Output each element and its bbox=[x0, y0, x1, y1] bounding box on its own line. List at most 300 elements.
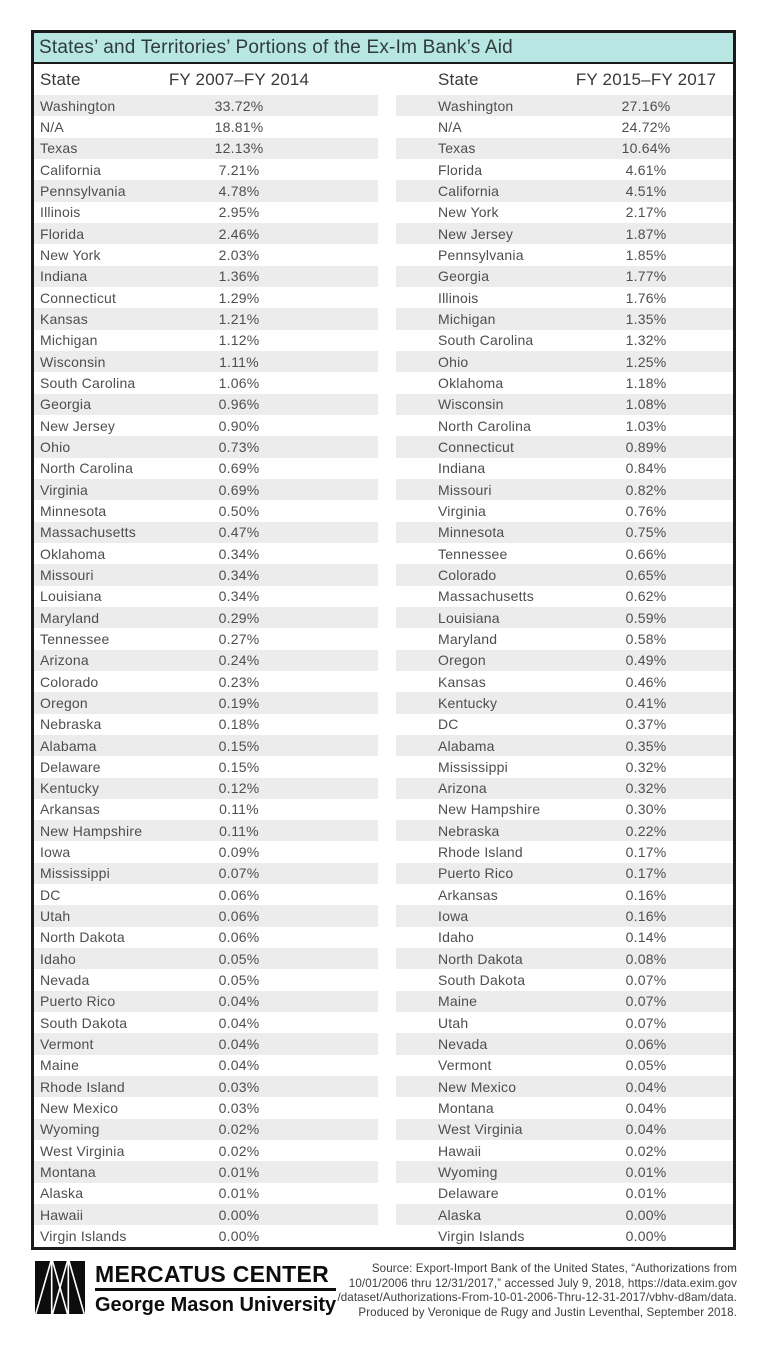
table-row bbox=[34, 180, 378, 201]
aid-table bbox=[31, 30, 736, 1250]
state-cell: Alabama bbox=[40, 737, 97, 754]
percent-cell: 0.01% bbox=[218, 1185, 260, 1202]
state-cell: Idaho bbox=[40, 950, 77, 967]
state-cell: Illinois bbox=[40, 204, 81, 221]
state-cell: Arizona bbox=[438, 780, 487, 797]
table-row bbox=[396, 714, 733, 735]
table-row bbox=[396, 223, 733, 244]
state-cell: Minnesota bbox=[438, 524, 505, 541]
source-line: Produced by Veronique de Rugy and Justin Leventhal, September 2018. bbox=[358, 1305, 737, 1319]
table-row bbox=[34, 927, 378, 948]
state-column-header: State bbox=[438, 69, 479, 89]
state-cell: Kansas bbox=[40, 310, 88, 327]
state-cell: Florida bbox=[438, 161, 483, 178]
table-row bbox=[396, 820, 733, 841]
table-row bbox=[34, 266, 378, 287]
state-cell: Oregon bbox=[40, 694, 88, 711]
percent-cell: 0.02% bbox=[218, 1121, 260, 1138]
table-row bbox=[34, 287, 378, 308]
period-column-header: FY 2015–FY 2017 bbox=[575, 69, 717, 89]
state-cell: Iowa bbox=[40, 844, 71, 861]
state-cell: DC bbox=[40, 886, 61, 903]
table-row bbox=[396, 756, 733, 777]
percent-cell: 2.17% bbox=[625, 204, 667, 221]
table-row bbox=[396, 586, 733, 607]
table-row bbox=[396, 372, 733, 393]
percent-cell: 0.35% bbox=[625, 737, 667, 754]
state-cell: California bbox=[40, 161, 102, 178]
percent-cell: 0.00% bbox=[218, 1228, 260, 1245]
state-cell: Wyoming bbox=[438, 1164, 498, 1181]
state-cell: Colorado bbox=[40, 673, 99, 690]
table-row bbox=[34, 351, 378, 372]
table-row bbox=[396, 95, 733, 116]
percent-cell: 0.58% bbox=[625, 630, 667, 647]
table-row bbox=[396, 863, 733, 884]
percent-cell: 0.16% bbox=[625, 886, 667, 903]
table-row bbox=[34, 820, 378, 841]
percent-cell: 7.21% bbox=[218, 161, 260, 178]
percent-cell: 33.72% bbox=[214, 97, 264, 114]
logo-subtitle: George Mason University bbox=[95, 1294, 337, 1316]
percent-cell: 0.06% bbox=[218, 886, 260, 903]
table-row bbox=[34, 458, 378, 479]
percent-cell: 1.87% bbox=[625, 225, 667, 242]
percent-cell: 0.14% bbox=[625, 929, 667, 946]
state-cell: South Dakota bbox=[438, 972, 526, 989]
state-cell: Utah bbox=[438, 1014, 469, 1031]
state-cell: Montana bbox=[438, 1100, 494, 1117]
state-cell: West Virginia bbox=[438, 1121, 523, 1138]
table-row bbox=[396, 1183, 733, 1204]
table-row bbox=[34, 372, 378, 393]
percent-cell: 0.59% bbox=[625, 609, 667, 626]
state-cell: Georgia bbox=[40, 396, 92, 413]
table-row bbox=[34, 1204, 378, 1225]
percent-cell: 1.32% bbox=[625, 332, 667, 349]
state-cell: Connecticut bbox=[40, 289, 117, 306]
table-fy2015-2017 bbox=[396, 64, 733, 1247]
table-row bbox=[396, 330, 733, 351]
percent-cell: 0.03% bbox=[218, 1078, 260, 1095]
state-cell: N/A bbox=[40, 118, 64, 135]
table-row bbox=[396, 1161, 733, 1182]
period-column-header: FY 2007–FY 2014 bbox=[168, 69, 310, 89]
table-row bbox=[34, 650, 378, 671]
table-fy2007-2014 bbox=[34, 64, 378, 1247]
table-row bbox=[34, 1055, 378, 1076]
percent-cell: 1.06% bbox=[218, 374, 260, 391]
table-row bbox=[396, 948, 733, 969]
state-cell: Vermont bbox=[438, 1057, 492, 1074]
state-cell: Iowa bbox=[438, 908, 469, 925]
table-row bbox=[396, 671, 733, 692]
state-cell: Alabama bbox=[438, 737, 495, 754]
table-row bbox=[396, 650, 733, 671]
percent-cell: 0.16% bbox=[625, 908, 667, 925]
percent-cell: 0.69% bbox=[218, 481, 260, 498]
state-cell: Texas bbox=[438, 140, 476, 157]
percent-cell: 0.69% bbox=[218, 460, 260, 477]
table-row bbox=[34, 1161, 378, 1182]
table-row bbox=[396, 180, 733, 201]
percent-cell: 0.02% bbox=[218, 1142, 260, 1159]
percent-cell: 0.29% bbox=[218, 609, 260, 626]
table-row bbox=[34, 394, 378, 415]
percent-cell: 0.24% bbox=[218, 652, 260, 669]
state-cell: Tennessee bbox=[40, 630, 110, 647]
table-row bbox=[396, 799, 733, 820]
state-cell: New Jersey bbox=[40, 417, 116, 434]
percent-cell: 0.04% bbox=[218, 1014, 260, 1031]
state-cell: Vermont bbox=[40, 1036, 94, 1053]
state-cell: Mississippi bbox=[438, 758, 508, 775]
table-row bbox=[34, 948, 378, 969]
percent-cell: 1.08% bbox=[625, 396, 667, 413]
state-cell: California bbox=[438, 182, 500, 199]
percent-cell: 0.30% bbox=[625, 801, 667, 818]
state-cell: Tennessee bbox=[438, 545, 508, 562]
state-cell: Arkansas bbox=[438, 886, 498, 903]
source-line: 10/01/2006 thru 12/31/2017,” accessed July 9, 2018, https://data.exim.gov bbox=[348, 1276, 737, 1290]
percent-cell: 1.77% bbox=[625, 268, 667, 285]
state-cell: N/A bbox=[438, 118, 462, 135]
table-row bbox=[34, 969, 378, 990]
table-row bbox=[34, 436, 378, 457]
percent-cell: 1.76% bbox=[625, 289, 667, 306]
state-cell: Puerto Rico bbox=[40, 993, 116, 1010]
state-cell: Delaware bbox=[438, 1185, 499, 1202]
percent-cell: 18.81% bbox=[214, 118, 264, 135]
percent-cell: 0.66% bbox=[625, 545, 667, 562]
table-row bbox=[34, 330, 378, 351]
percent-cell: 0.00% bbox=[625, 1228, 667, 1245]
table-row bbox=[396, 607, 733, 628]
percent-cell: 0.76% bbox=[625, 502, 667, 519]
percent-cell: 0.96% bbox=[218, 396, 260, 413]
state-cell: New Jersey bbox=[438, 225, 514, 242]
table-row bbox=[396, 266, 733, 287]
percent-cell: 0.89% bbox=[625, 438, 667, 455]
state-cell: Arizona bbox=[40, 652, 89, 669]
percent-cell: 0.05% bbox=[218, 972, 260, 989]
percent-cell: 0.00% bbox=[218, 1206, 260, 1223]
state-cell: Nebraska bbox=[40, 716, 102, 733]
table-row bbox=[34, 1076, 378, 1097]
column-header-row-right bbox=[396, 64, 733, 95]
table-row bbox=[34, 244, 378, 265]
table-content bbox=[34, 64, 733, 1247]
state-cell: Illinois bbox=[438, 289, 479, 306]
table-row bbox=[396, 415, 733, 436]
percent-cell: 0.06% bbox=[218, 929, 260, 946]
percent-cell: 0.46% bbox=[625, 673, 667, 690]
table-row bbox=[34, 586, 378, 607]
percent-cell: 2.03% bbox=[218, 246, 260, 263]
percent-cell: 0.41% bbox=[625, 694, 667, 711]
state-cell: Indiana bbox=[40, 268, 88, 285]
table-row bbox=[34, 799, 378, 820]
state-cell: Florida bbox=[40, 225, 85, 242]
logo-text bbox=[95, 1261, 336, 1317]
state-cell: Mississippi bbox=[40, 865, 110, 882]
table-row bbox=[396, 159, 733, 180]
state-cell: Oregon bbox=[438, 652, 486, 669]
state-cell: Indiana bbox=[438, 460, 486, 477]
state-cell: Puerto Rico bbox=[438, 865, 514, 882]
percent-cell: 0.19% bbox=[218, 694, 260, 711]
table-row bbox=[396, 1204, 733, 1225]
percent-cell: 0.01% bbox=[625, 1164, 667, 1181]
state-cell: Wisconsin bbox=[40, 353, 106, 370]
state-cell: South Carolina bbox=[40, 374, 136, 391]
table-row bbox=[34, 308, 378, 329]
state-cell: DC bbox=[438, 716, 459, 733]
table-row bbox=[396, 116, 733, 137]
table-row bbox=[34, 1012, 378, 1033]
percent-cell: 0.73% bbox=[218, 438, 260, 455]
state-cell: Massachusetts bbox=[40, 524, 136, 541]
percent-cell: 0.04% bbox=[625, 1121, 667, 1138]
state-cell: New Hampshire bbox=[40, 822, 143, 839]
percent-cell: 0.34% bbox=[218, 588, 260, 605]
table-row bbox=[396, 287, 733, 308]
table-row bbox=[396, 138, 733, 159]
state-cell: Ohio bbox=[438, 353, 469, 370]
state-cell: Kentucky bbox=[40, 780, 100, 797]
percent-cell: 12.13% bbox=[214, 140, 264, 157]
percent-cell: 1.11% bbox=[219, 353, 259, 370]
table-row bbox=[34, 1119, 378, 1140]
percent-cell: 0.06% bbox=[218, 908, 260, 925]
state-cell: Nebraska bbox=[438, 822, 500, 839]
percent-cell: 0.07% bbox=[625, 972, 667, 989]
table-row bbox=[396, 841, 733, 862]
percent-cell: 0.32% bbox=[625, 780, 667, 797]
percent-cell: 0.37% bbox=[625, 716, 667, 733]
table-row bbox=[34, 841, 378, 862]
table-row bbox=[34, 159, 378, 180]
table-row bbox=[396, 351, 733, 372]
state-cell: Kentucky bbox=[438, 694, 498, 711]
logo-title: MERCATUS CENTER bbox=[95, 1261, 330, 1287]
table-row bbox=[396, 1076, 733, 1097]
percent-cell: 0.04% bbox=[625, 1078, 667, 1095]
rows-fy2015-2017 bbox=[396, 95, 733, 1247]
state-cell: Connecticut bbox=[438, 438, 515, 455]
table-row bbox=[34, 1097, 378, 1118]
state-cell: Pennsylvania bbox=[40, 182, 126, 199]
state-cell: Louisiana bbox=[40, 588, 102, 605]
percent-cell: 0.49% bbox=[625, 652, 667, 669]
percent-cell: 0.07% bbox=[625, 1014, 667, 1031]
state-cell: Wisconsin bbox=[438, 396, 504, 413]
table-row bbox=[34, 756, 378, 777]
table-title-bar bbox=[34, 33, 733, 64]
state-cell: Kansas bbox=[438, 673, 486, 690]
state-cell: Virginia bbox=[40, 481, 89, 498]
column-gap bbox=[378, 64, 396, 1247]
table-row bbox=[396, 479, 733, 500]
table-row bbox=[396, 500, 733, 521]
table-row bbox=[34, 543, 378, 564]
table-row bbox=[34, 116, 378, 137]
table-row bbox=[396, 1012, 733, 1033]
state-cell: Delaware bbox=[40, 758, 101, 775]
table-row bbox=[396, 394, 733, 415]
percent-cell: 0.23% bbox=[218, 673, 260, 690]
percent-cell: 0.04% bbox=[218, 1057, 260, 1074]
state-cell: Virgin Islands bbox=[438, 1228, 525, 1245]
percent-cell: 1.03% bbox=[625, 417, 667, 434]
state-cell: Oklahoma bbox=[40, 545, 106, 562]
table-row bbox=[34, 607, 378, 628]
state-cell: North Carolina bbox=[438, 417, 532, 434]
table-row bbox=[396, 969, 733, 990]
state-cell: Maine bbox=[40, 1057, 80, 1074]
state-cell: Missouri bbox=[40, 566, 94, 583]
percent-cell: 0.22% bbox=[625, 822, 667, 839]
state-cell: Montana bbox=[40, 1164, 96, 1181]
table-row bbox=[34, 735, 378, 756]
table-row bbox=[34, 778, 378, 799]
state-cell: Massachusetts bbox=[438, 588, 534, 605]
state-cell: Washington bbox=[40, 97, 116, 114]
state-cell: Michigan bbox=[40, 332, 98, 349]
state-cell: South Dakota bbox=[40, 1014, 128, 1031]
percent-cell: 0.90% bbox=[218, 417, 260, 434]
table-row bbox=[396, 1033, 733, 1054]
percent-cell: 0.04% bbox=[218, 993, 260, 1010]
table-row bbox=[396, 735, 733, 756]
table-row bbox=[34, 991, 378, 1012]
state-cell: Louisiana bbox=[438, 609, 500, 626]
table-row bbox=[34, 671, 378, 692]
rows-fy2007-2014 bbox=[34, 95, 378, 1247]
table-row bbox=[396, 308, 733, 329]
table-row bbox=[34, 1140, 378, 1161]
percent-cell: 0.07% bbox=[625, 993, 667, 1010]
percent-cell: 0.03% bbox=[218, 1100, 260, 1117]
percent-cell: 4.61% bbox=[625, 161, 667, 178]
percent-cell: 0.05% bbox=[218, 950, 260, 967]
percent-cell: 0.62% bbox=[625, 588, 667, 605]
percent-cell: 24.72% bbox=[621, 118, 671, 135]
percent-cell: 0.18% bbox=[218, 716, 260, 733]
table-row bbox=[396, 1055, 733, 1076]
state-cell: Alaska bbox=[40, 1185, 84, 1202]
percent-cell: 0.50% bbox=[218, 502, 260, 519]
table-row bbox=[34, 692, 378, 713]
state-cell: Pennsylvania bbox=[438, 246, 524, 263]
table-row bbox=[34, 202, 378, 223]
state-cell: Texas bbox=[40, 140, 78, 157]
percent-cell: 0.82% bbox=[625, 481, 667, 498]
percent-cell: 1.25% bbox=[625, 353, 667, 370]
state-cell: New Mexico bbox=[438, 1078, 517, 1095]
state-cell: New Mexico bbox=[40, 1100, 119, 1117]
percent-cell: 2.46% bbox=[218, 225, 260, 242]
table-row bbox=[396, 244, 733, 265]
table-row bbox=[34, 714, 378, 735]
percent-cell: 0.07% bbox=[218, 865, 260, 882]
table-row bbox=[396, 1140, 733, 1161]
state-cell: Wyoming bbox=[40, 1121, 100, 1138]
percent-cell: 0.17% bbox=[625, 844, 667, 861]
source-line: Source: Export-Import Bank of the United States, “Authorizations from bbox=[371, 1262, 737, 1275]
state-cell: Rhode Island bbox=[40, 1078, 125, 1095]
table-row bbox=[34, 95, 378, 116]
state-cell: Utah bbox=[40, 908, 71, 925]
percent-cell: 1.18% bbox=[625, 374, 667, 391]
state-cell: West Virginia bbox=[40, 1142, 125, 1159]
logo-divider bbox=[95, 1288, 336, 1291]
table-row bbox=[396, 564, 733, 585]
percent-cell: 0.12% bbox=[218, 780, 260, 797]
percent-cell: 0.11% bbox=[219, 801, 259, 818]
percent-cell: 0.08% bbox=[625, 950, 667, 967]
state-cell: Hawaii bbox=[438, 1142, 482, 1159]
table-row bbox=[396, 991, 733, 1012]
percent-cell: 0.34% bbox=[218, 545, 260, 562]
percent-cell: 0.01% bbox=[625, 1185, 667, 1202]
table-row bbox=[34, 138, 378, 159]
state-cell: Ohio bbox=[40, 438, 71, 455]
table-row bbox=[396, 778, 733, 799]
percent-cell: 1.12% bbox=[218, 332, 260, 349]
table-row bbox=[34, 905, 378, 926]
state-cell: Michigan bbox=[438, 310, 496, 327]
state-cell: North Carolina bbox=[40, 460, 134, 477]
mercatus-logo-icon bbox=[35, 1261, 85, 1314]
state-cell: Maine bbox=[438, 993, 478, 1010]
state-cell: South Carolina bbox=[438, 332, 534, 349]
percent-cell: 0.32% bbox=[625, 758, 667, 775]
state-cell: Maryland bbox=[40, 609, 100, 626]
table-row bbox=[34, 1183, 378, 1204]
state-cell: Idaho bbox=[438, 929, 475, 946]
footer bbox=[35, 1261, 737, 1320]
table-row bbox=[34, 522, 378, 543]
state-cell: Arkansas bbox=[40, 801, 100, 818]
table-row bbox=[396, 628, 733, 649]
percent-cell: 0.04% bbox=[625, 1100, 667, 1117]
table-row bbox=[34, 500, 378, 521]
percent-cell: 0.06% bbox=[625, 1036, 667, 1053]
table-row bbox=[396, 436, 733, 457]
state-cell: New York bbox=[438, 204, 499, 221]
percent-cell: 0.11% bbox=[219, 822, 259, 839]
table-row bbox=[34, 415, 378, 436]
percent-cell: 0.01% bbox=[218, 1164, 260, 1181]
state-cell: Virginia bbox=[438, 502, 487, 519]
table-row bbox=[34, 863, 378, 884]
table-row bbox=[396, 1119, 733, 1140]
state-cell: Missouri bbox=[438, 481, 492, 498]
percent-cell: 1.21% bbox=[218, 310, 260, 327]
percent-cell: 0.05% bbox=[625, 1057, 667, 1074]
table-row bbox=[396, 927, 733, 948]
state-cell: North Dakota bbox=[438, 950, 523, 967]
percent-cell: 0.02% bbox=[625, 1142, 667, 1159]
state-cell: Washington bbox=[438, 97, 514, 114]
percent-cell: 0.17% bbox=[625, 865, 667, 882]
state-cell: Maryland bbox=[438, 630, 498, 647]
percent-cell: 0.34% bbox=[218, 566, 260, 583]
state-cell: Alaska bbox=[438, 1206, 482, 1223]
percent-cell: 2.95% bbox=[218, 204, 260, 221]
state-cell: Hawaii bbox=[40, 1206, 84, 1223]
